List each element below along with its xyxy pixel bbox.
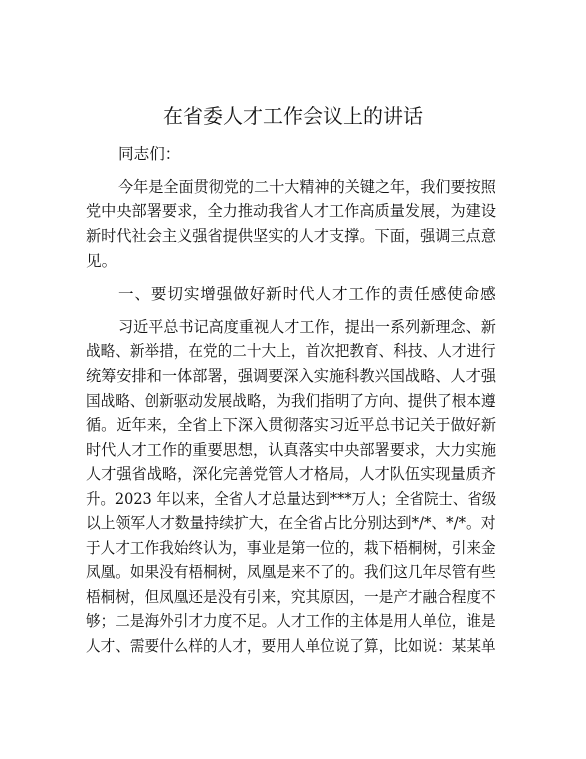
salutation: 同志们： (118, 145, 181, 163)
document-title: 在省委人才工作会议上的讲话 (163, 104, 423, 128)
paragraph1-line: 新时代社会主义强省提供坚实的人才支撑。下面，强调三点意 (86, 227, 497, 245)
paragraph2-line: 统筹安排和一体部署，强调要深入实施科教兴国战略、人才强 (86, 367, 497, 385)
paragraph2-line: 人才、需要什么样的人才，要用人单位说了算，比如说：某某单 (86, 637, 496, 655)
paragraph2-line: 习近平总书记高度重视人才工作，提出一系列新理念、新 (118, 318, 496, 336)
paragraph2-line: 战略、新举措，在党的二十大上，首次把教育、科技、人才进行 (86, 342, 496, 360)
paragraph1-line: 今年是全面贯彻党的二十大精神的关键之年，我们要按照 (118, 178, 496, 196)
paragraph2-line: 时代人才工作的重要思想，认真落实中央部署要求，大力实施 (86, 441, 497, 459)
paragraph2-line: 国战略、创新驱动发展战略，为我们指明了方向、提供了根本遵 (86, 392, 496, 410)
paragraph2-line: 于人才工作我始终认为，事业是第一位的，栽下梧桐树，引来金 (86, 539, 496, 557)
section-heading-1: 一、要切实增强做好新时代人才工作的责任感使命感 (118, 285, 497, 303)
paragraph1-line: 见。 (86, 252, 118, 270)
paragraph2-line: 梧桐树，但凤凰还是没有引来，究其原因，一是产才融合程度不 (86, 588, 496, 606)
paragraph2-line: 以上领军人才数量持续扩大，在全省占比分别达到*/*、*/*。对 (86, 514, 496, 532)
paragraph2-line: 升。2023 年以来，全省人才总量达到***万人；全省院士、省级 (86, 490, 497, 508)
paragraph2-line: 凤凰。如果没有梧桐树，凤凰是来不了的。我们这几年尽管有些 (86, 563, 496, 581)
paragraph2-line: 循。近年来，全省上下深入贯彻落实习近平总书记关于做好新 (86, 416, 497, 434)
paragraph2-line: 够；二是海外引才力度不足。人才工作的主体是用人单位，谁是 (86, 612, 496, 630)
paragraph2-line: 人才强省战略，深化完善党管人才格局，人才队伍实现量质齐 (86, 465, 497, 483)
paragraph1-line: 党中央部署要求，全力推动我省人才工作高质量发展，为建设 (86, 202, 497, 220)
